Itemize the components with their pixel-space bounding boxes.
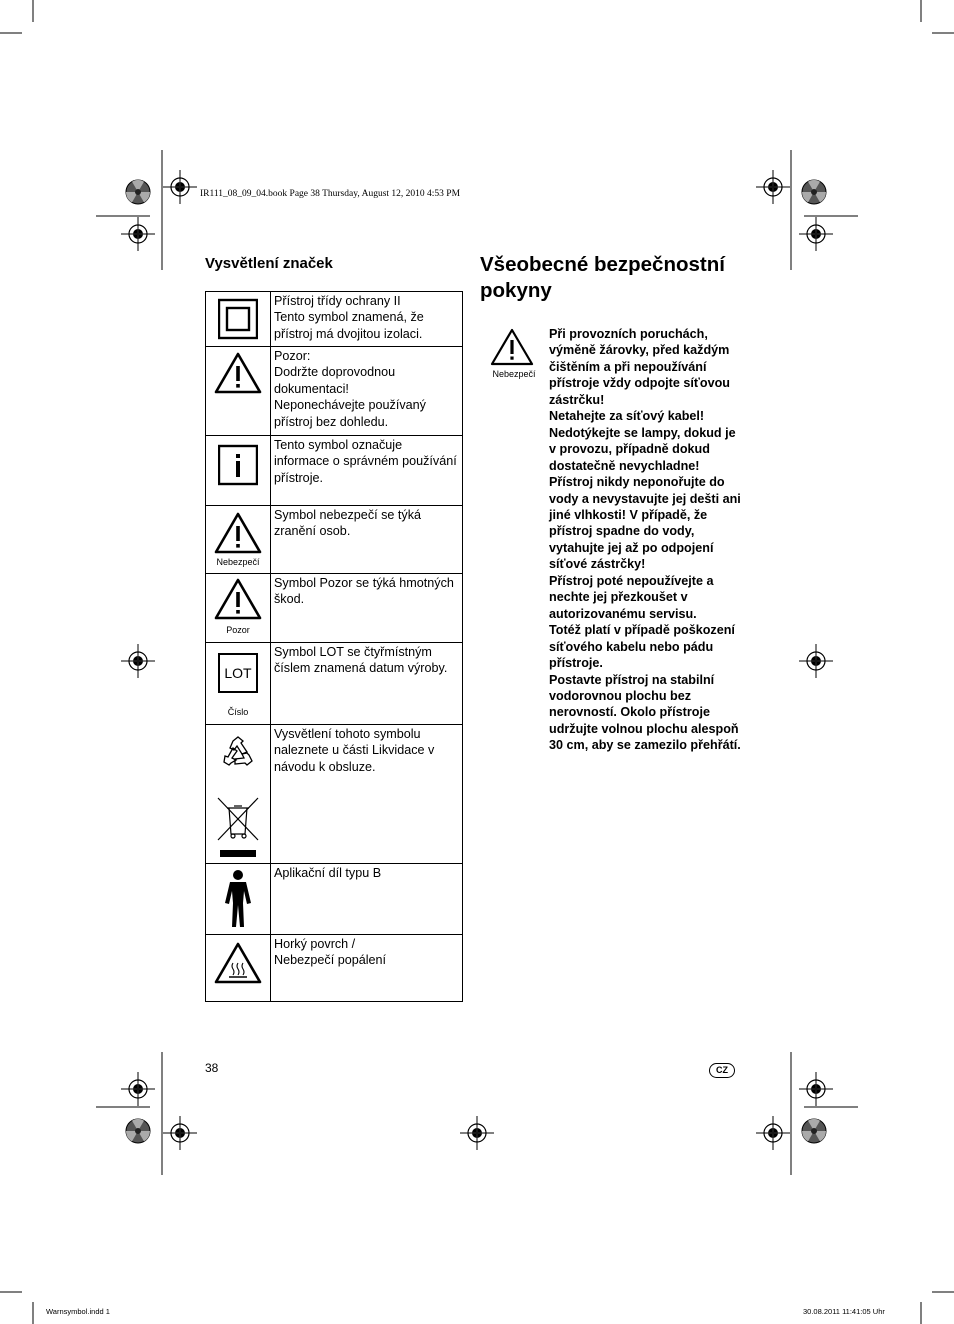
protection-class-ii-icon bbox=[218, 297, 258, 341]
table-row-text: Aplikační díl typu B bbox=[274, 866, 382, 880]
table-row bbox=[206, 864, 463, 935]
symbols-table bbox=[205, 291, 463, 1002]
footer-file-name: Warnsymbol.indd 1 bbox=[46, 1307, 110, 1316]
applied-part-type-b-icon bbox=[221, 869, 255, 929]
hot-surface-icon bbox=[214, 941, 262, 985]
table-row bbox=[206, 643, 463, 725]
danger-triangle-icon bbox=[214, 511, 262, 555]
lot-icon bbox=[218, 653, 258, 693]
table-row bbox=[206, 436, 463, 506]
table-row-text: Symbol LOT se čtyřmístným číslem znamená datum výroby. bbox=[274, 645, 448, 676]
page-number: 38 bbox=[205, 1061, 219, 1075]
table-row bbox=[206, 347, 463, 436]
book-header: IR111_08_09_04.book Page 38 Thursday, August 12, 2010 4:53 PM bbox=[200, 189, 461, 199]
info-icon bbox=[218, 444, 258, 488]
danger-warning-icon bbox=[490, 328, 534, 366]
symbols-section-title: Vysvětlení značek bbox=[205, 255, 333, 272]
safety-section-title: Všeobecné bezpečnostní pokyny bbox=[480, 253, 725, 302]
table-row bbox=[206, 935, 463, 1002]
lot-icon-label: LOT bbox=[224, 665, 252, 681]
icon-caption: Nebezpečí bbox=[216, 557, 260, 567]
warning-triangle-icon bbox=[214, 351, 262, 395]
recycling-icon bbox=[221, 735, 255, 769]
table-row-text: Přístroj třídy ochrany II Tento symbol znamená, že přístroj má dvojitou izolaci. bbox=[274, 294, 424, 341]
table-row-text: Symbol Pozor se týká hmotných škod. bbox=[274, 576, 454, 607]
table-row bbox=[206, 292, 463, 347]
caution-triangle-icon bbox=[214, 577, 262, 621]
safety-warning-text: Při provozních poruchách, výměně žárovky, před každým čištěním a při nepoužívání přístroje vždy odpojte síťovou zástrčku! Netahejte za síťový kabel! Nedotýkejte se lampy, dokud je v provozu, případně dokud dostatečně nevychladne! Přístroj nikdy neponořujte do vody a nevystavujte jej dešti ani jiné vlhkosti! V případě, že přístroj spadne do vody, vytahujte jej až po odpojení síťové zástrčky! Přístroj poté nepoužívejte a nechte jej přezkoušet v autorizovanému servisu. Totéž platí v případě poškození síťového kabelu nebo pádu přístroje. Postavte přístroj na stabilní vodorovnou plochu bez nerovností. Okolo přístroje udržujte volnou plochu alespoň 30 cm, aby se zamezilo přehřátí. bbox=[549, 327, 741, 753]
table-row-text: Symbol nebezpečí se týká zranění osob. bbox=[274, 508, 422, 539]
table-row-text: Vysvětlení tohoto symbolu naleznete u části Likvidace v návodu k obsluze. bbox=[274, 727, 435, 774]
crossed-bin-icon bbox=[216, 796, 260, 860]
table-row-text: Tento symbol označuje informace o správném používání přístroje. bbox=[274, 438, 457, 485]
icon-caption: Pozor bbox=[226, 625, 250, 635]
table-row bbox=[206, 506, 463, 574]
danger-warning-caption: Nebezpečí bbox=[492, 369, 536, 379]
footer-timestamp: 30.08.2011 11:41:05 Uhr bbox=[803, 1307, 885, 1316]
icon-caption: Číslo bbox=[227, 707, 249, 717]
table-row bbox=[206, 725, 463, 864]
language-badge: CZ bbox=[709, 1063, 735, 1078]
table-row bbox=[206, 574, 463, 643]
table-row-text: Horký povrch / Nebezpečí popálení bbox=[274, 937, 387, 968]
table-row-text: Pozor: Dodržte doprovodnou dokumentaci! Neponechávejte používaný přístroj bez dohledu. bbox=[274, 349, 426, 429]
